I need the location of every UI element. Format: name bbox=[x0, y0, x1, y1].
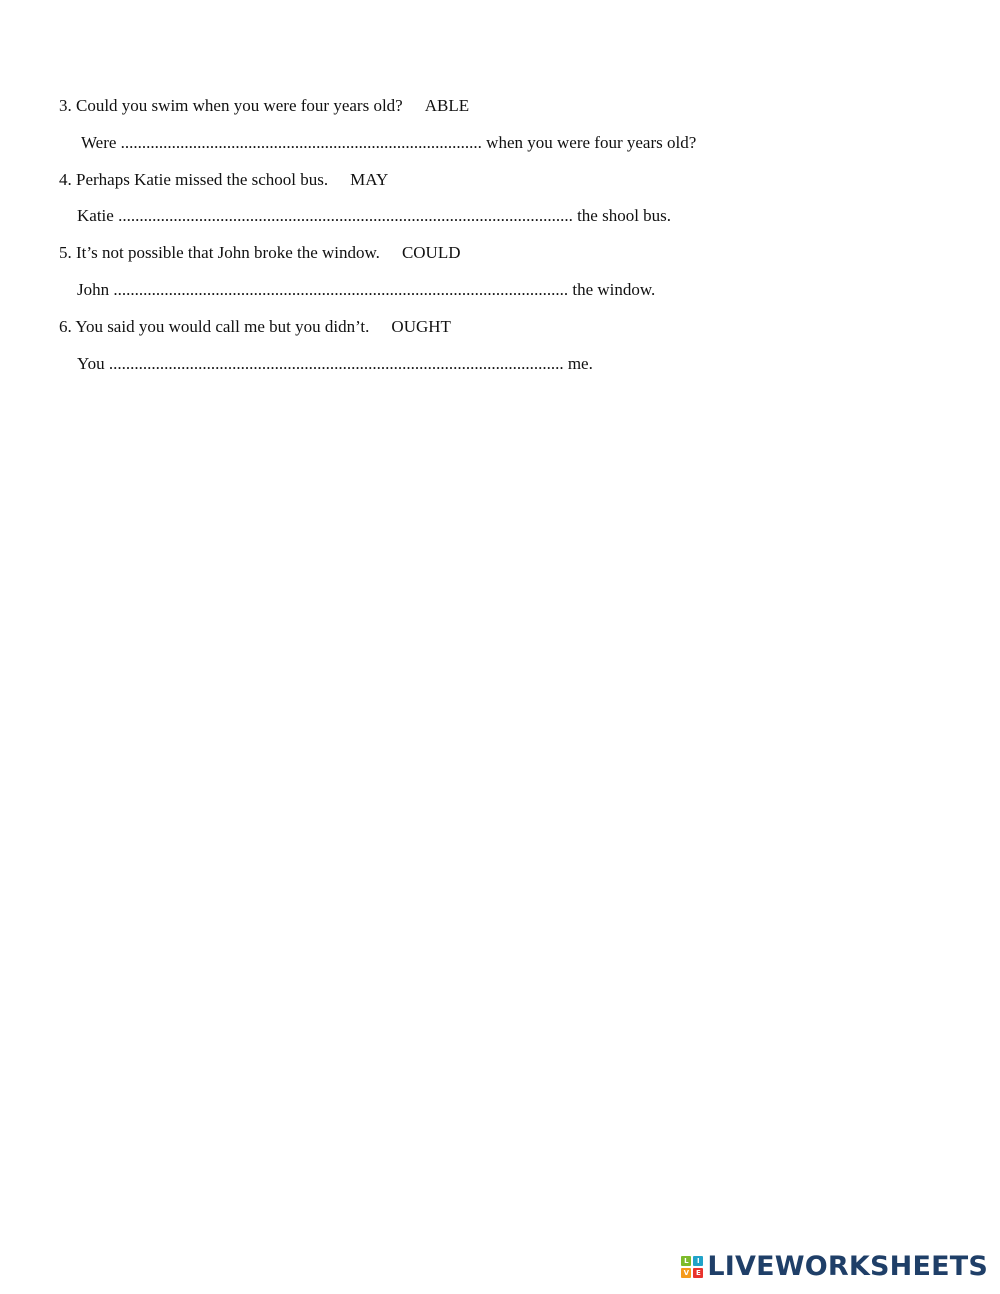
exercise-4-prompt-line bbox=[59, 170, 388, 190]
logo-letter-e: E bbox=[693, 1268, 703, 1278]
brand-name: LIVEWORKSHEETS bbox=[707, 1251, 988, 1282]
logo-letter-l: L bbox=[681, 1256, 691, 1266]
exercise-6-prompt: 6. You said you would call me but you didn’t. bbox=[59, 317, 370, 336]
logo-letter-i: I bbox=[693, 1256, 703, 1266]
exercise-6-keyword: OUGHT bbox=[391, 317, 451, 336]
exercise-3-prompt-line bbox=[59, 96, 469, 116]
liveworksheets-logo-icon bbox=[681, 1256, 703, 1278]
exercise-6-prompt-line bbox=[59, 317, 451, 337]
exercise-3-answer-line[interactable]: Were ..................................................................................... when you were four years old? bbox=[81, 133, 697, 152]
exercise-6-answer-line[interactable]: You ........................................................................................................... me. bbox=[77, 354, 593, 373]
exercise-5-prompt-line bbox=[59, 243, 461, 263]
exercise-5-keyword: COULD bbox=[401, 243, 461, 262]
exercise-4-keyword: MAY bbox=[350, 170, 389, 189]
exercise-3-keyword: ABLE bbox=[424, 96, 470, 115]
exercise-5-answer-line[interactable]: John ........................................................................................................... the window. bbox=[77, 280, 656, 299]
logo-letter-v: V bbox=[681, 1268, 691, 1278]
liveworksheets-brand bbox=[681, 1252, 988, 1282]
exercise-4-prompt: 4. Perhaps Katie missed the school bus. bbox=[59, 170, 329, 189]
exercise-5-prompt: 5. It’s not possible that John broke the window. bbox=[59, 243, 380, 262]
exercise-3-prompt: 3. Could you swim when you were four years old? bbox=[59, 96, 403, 115]
exercise-4-answer-line[interactable]: Katie ........................................................................................................... the shool bus. bbox=[77, 206, 672, 225]
